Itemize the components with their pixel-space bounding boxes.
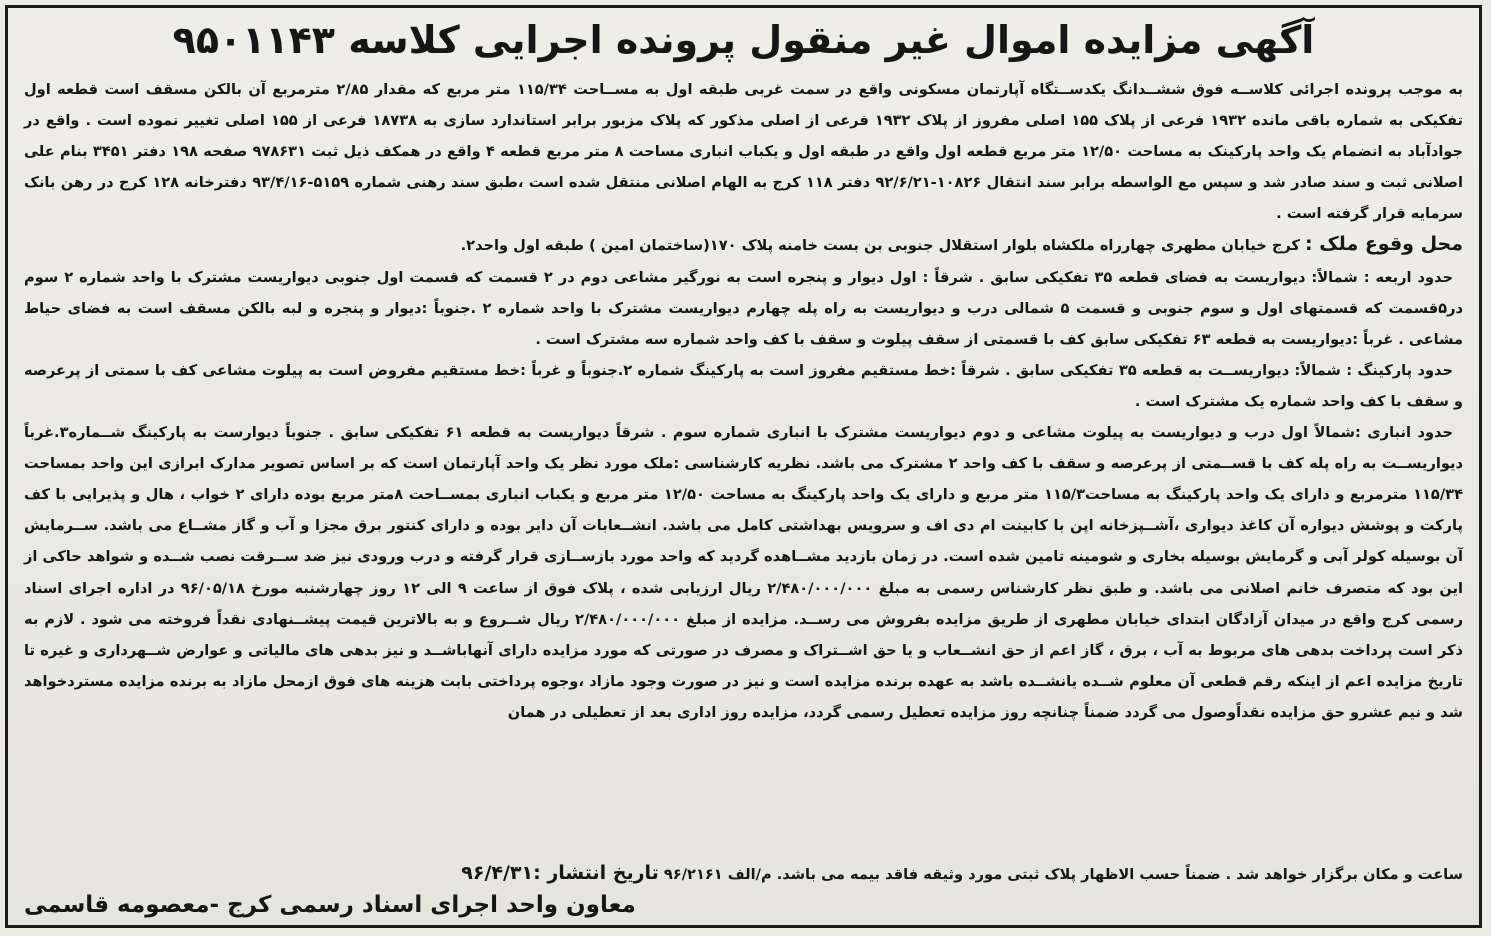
location-text: کرج خیابان مطهری چهارراه ملکشاه بلوار استقلال جنوبی بن بست خامنه پلاک ۱۷۰(ساختمان امین ) طبقه اول واحد۲. bbox=[460, 237, 1300, 255]
closing-text: ساعت و مکان برگزار خواهد شد . ضمناً حسب الاظهار پلاک ثبتی مورد وثیقه فاقد بیمه می باشد. م/الف ۹۶/۲۱۶۱ bbox=[663, 866, 1463, 883]
notice-title: آگهی مزایده اموال غیر منقول پرونده اجرایی کلاسه ۹۵۰۱۱۴۳ bbox=[172, 18, 1315, 62]
signature-name: -معصومه قاسمی bbox=[24, 892, 220, 918]
intro-paragraph: به موجب پرونده اجرائی کلاســه فوق ششــدانگ یکدســتگاه آپارتمان مسکونی واقع در سمت غربی طبقه اول به مســاحت ۱۱۵/۳۴ متر مربع که مقدار ۲/۸۵ مترمربع آن بالکن مسقف است قطعه اول تفکیکی به شماره باقی مانده ۱۹۳۲ فرعی از پلاک ۱۵۵ اصلی مفروز از پلاک ۱۹۳۲ فرعی از اصلی مذکور که پلاک مزبور برابر استاندارد سازی به ۱۸۷۳۸ فرعی از ۱۵۵ اصلی تغییر نموده است . واقع در جوادآباد به انضمام یک واحد پارکینک به مساحت ۱۲/۵۰ متر مربع قطعه اول واقع در طبقه اول و یکباب انباری مساحت ۸ متر مربع قطعه ۴ واقع در همکف ذیل ثبت ۹۷۸۶۳۱ صفحه ۱۹۸ دفتر ۳۴۵۱ بنام علی اصلانی ثبت و سند صادر شد و سپس مع الواسطه برابر سند انتقال ۱۰۸۲۶-۹۲/۶/۲۱ دفتر ۱۱۸ کرج به الهام اصلانی منتقل شده است ،طبق سند رهنی شماره ۵۱۵۹-۹۳/۴/۱۶ دفترخانه ۱۲۸ کرج در رهن بانک سرمایه قرار گرفته است . bbox=[24, 81, 1464, 223]
notice-frame bbox=[5, 5, 1482, 928]
storage-bounds-paragraph: حدود انباری :شمالاً اول درب و دیواریست به پیلوت مشاعی و دوم دیواریست مشترک با انباری شماره سوم . شرقاً دیواریست به قطعه ۶۱ تفکیکی سابق . جنوباً دیوارست به پارکینگ شــماره۳.غرباً دیواریســت به راه پله کف با قســمتی از پرعرصه و سقف با کف واحد ۲ مشترک می باشد. نظریه کارشناسی :ملک مورد نظر یک واحد آپارتمان است که بر اساس تصویر مدارک ابرازی این واحد بمساحت ۱۱۵/۳۴ مترمربع و دارای یک واحد پارکینگ به مساحت۱۱۵/۳ متر مربع و دارای یک واحد پارکینگ به مساحت ۱۲/۵۰ متر مربع و یکباب انباری بمســاحت ۸متر مربع بوده دارای ۲ خواب ، هال و پذیرایی با کف پارکت و پوشش دیواره آن کاغذ دیواری ،آشــپزخانه اپن با کابینت ام دی اف و سرویس بهداشتی کامل می باشد. انشــعابات آن دایر بوده و دارای کنتور برق مجزا و آب و گاز مشــاع می باشد. ســرمایش آن بوسیله کولر آبی و گرمایش بوسیله بخاری و شومینه تامین شده است. در زمان بازدید مشــاهده گردید که واحد مورد بازســازی قرار گرفته و درب ورودی نیز ضد ســرقت نصب شــده و شواهد حاکی از این بود که متصرف خانم اصلانی می باشد. و طبق نظر کارشناس رسمی به مبلغ ۲/۴۸۰/۰۰۰/۰۰۰ ریال ارزیابی شده ، پلاک فوق از ساعت ۹ الی ۱۲ روز چهارشنبه مورخ ۹۶/۰۵/۱۸ در اداره اجرای اسناد رسمی کرج واقع در میدان آزادگان ابتدای خیابان مطهری از طریق مزایده بفروش می رســد. مزایده از مبلغ ۲/۴۸۰/۰۰۰/۰۰۰ ریال شــروع و به بالاترین قیمت پیشــنهادی نقداً فروخته می شود . لازم به ذکر است پرداخت بدهی های مربوط به آب ، برق ، گاز اعم از حق انشــعاب و یا حق اشــتراک و مصرف در صورتی که مورد مزایده دارای آنهاباشــد و نیز بدهی های مالیاتی و عوارض شــهرداری و غیره تا تاریخ مزایده اعم از اینکه رقم قطعی آن معلوم شــده یانشــده باشد به عهده برنده مزایده است و نیز در صورت وجود مازاد ،وجوه پرداختی بابت هزینه های فوق ازمحل مازاد به برنده مزایده مستردخواهد شد و نیم عشرو حق مزایده نقداًوصول می گردد ضمناً چنانچه روز مزایده تعطیل رسمی گردد، مزایده روز اداری بعد از تعطیلی در همان bbox=[24, 424, 1464, 721]
location-label: محل وقوع ملک : bbox=[1305, 233, 1463, 256]
location-paragraph bbox=[24, 229, 1463, 261]
signature-office: معاون واحد اجرای اسناد رسمی کرج bbox=[227, 892, 636, 918]
publish-date: تاریخ انتشار :۹۶/۴/۳۱ bbox=[461, 862, 659, 884]
closing-line bbox=[24, 860, 1463, 888]
unit-bounds-paragraph: حدود اربعه : شمالاً: دیواریست به فضای قطعه ۳۵ تفکیکی سابق . شرقاً : اول دیوار و پنجره است به نورگیر مشاعی دوم در ۲ قسمت که قسمت اول جنوبی دیواریست مشترک با واحد شماره ۲ سوم در۵قسمت که قسمتهای اول و سوم جنوبی و قسمت ۵ شمالی درب و دیواریست به راه پله چهارم دیواریست مشترک با واحد شماره ۲ .جنوباً :دیوار و پنجره و لبه بالکن مسقف است به فضای حیاط مشاعی . غرباً :دیواریست به قطعه ۶۳ تفکیکی سابق کف با قسمتی از سقف پیلوت و سقف با کف واحد شماره سه مشترک است . bbox=[24, 268, 1463, 348]
signature-line bbox=[24, 888, 1463, 922]
notice-body bbox=[24, 74, 1463, 728]
parking-bounds-paragraph: حدود پارکینگ : شمالاً: دیواریســت به قطعه ۳۵ تفکیکی سابق . شرقاً :خط مستقیم مفروز است به پارکینگ شماره ۲.جنوباً و غرباً :خط مستقیم مفروض است به پیلوت مشاعی کف با سمتی از پرعرصه و سقف با کف واحد شماره یک مشترک است . bbox=[24, 361, 1463, 410]
